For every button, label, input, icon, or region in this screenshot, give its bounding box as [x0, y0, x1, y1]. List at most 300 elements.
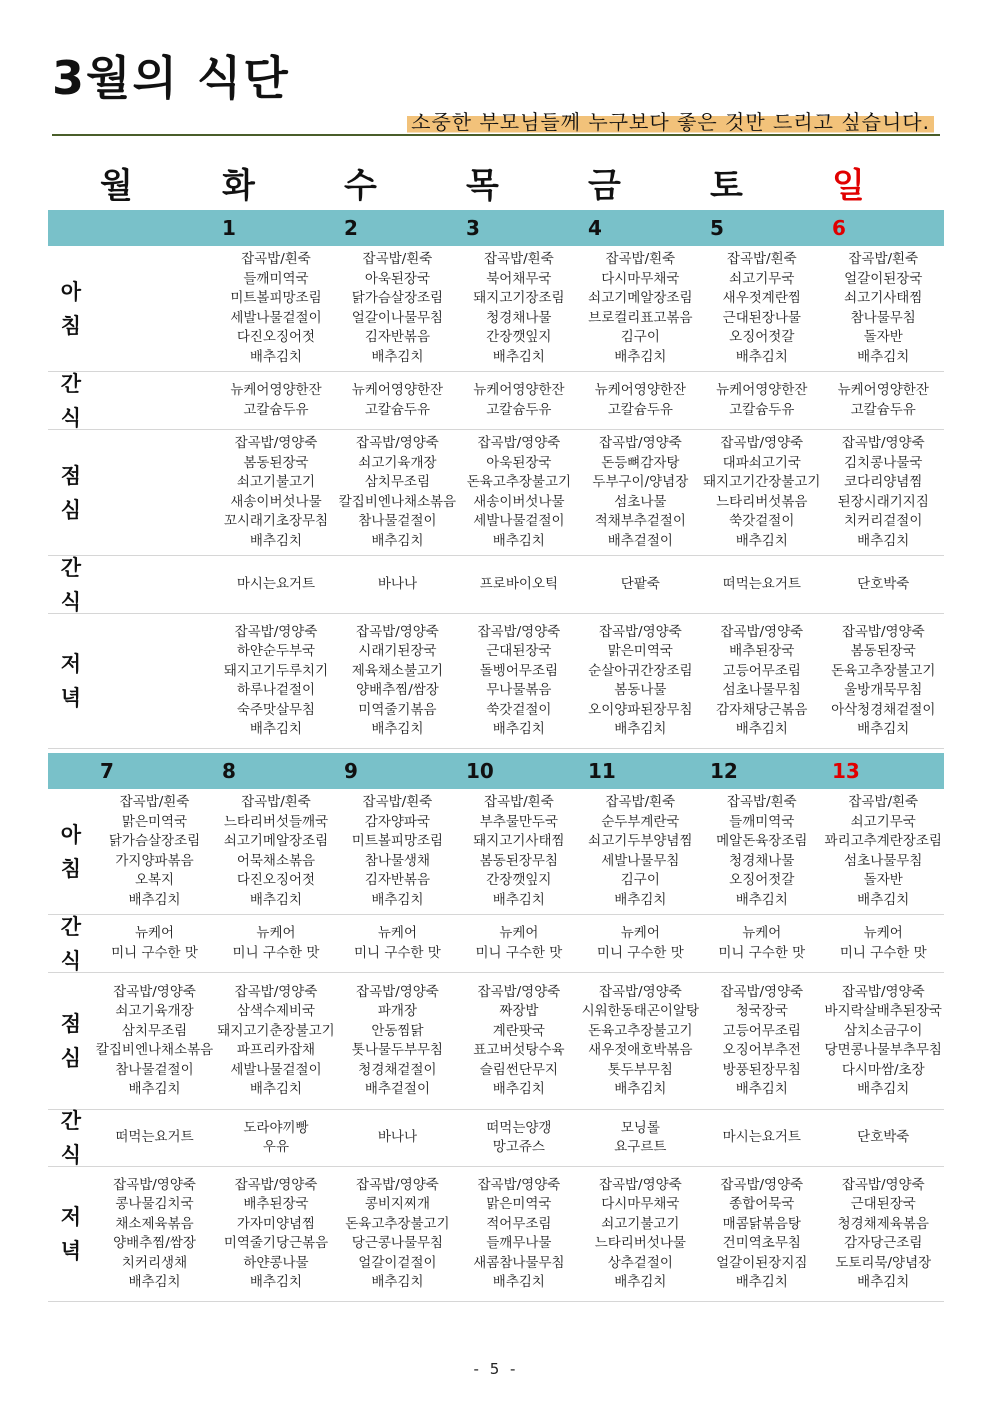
menu-item: 다시마무채국: [601, 1196, 680, 1212]
menu-cell: [701, 246, 822, 371]
menu-item: 고칼슘두유: [729, 401, 795, 418]
menu-item: 콩비지찌개: [364, 1196, 431, 1212]
day-of-week-0: 월: [100, 166, 133, 206]
menu-item: 잡곡밥/영양죽: [598, 1176, 682, 1193]
menu-item: 다시마무채국: [601, 270, 680, 287]
meal-label-char: 식: [60, 405, 82, 430]
menu-item: 제육채소불고기: [351, 662, 444, 679]
menu-item: 도라야끼빵: [243, 1119, 309, 1136]
menu-item: 된장시래기지짐: [837, 493, 929, 510]
menu-cell: [823, 246, 944, 371]
menu-item: 배추김치: [249, 1081, 303, 1097]
menu-cell: [215, 372, 336, 429]
menu-cell: [215, 915, 336, 972]
menu-item: 슬림썬단무지: [479, 1061, 558, 1078]
menu-item: 봄동된장국: [850, 643, 916, 659]
menu-item: 배추김치: [857, 891, 910, 908]
menu-item: 배추김치: [249, 532, 303, 549]
menu-item: 뉴케어영양한잔: [351, 382, 444, 398]
menu-item: 잡곡밥/흰죽: [362, 794, 433, 810]
menu-cell: [580, 1110, 701, 1166]
meal-label-char: 간: [60, 914, 82, 939]
menu-item: 잡곡밥/영양죽: [841, 623, 925, 640]
menu-item: 느타리버섯들깨국: [223, 813, 329, 830]
menu-item: 참나물겉절이: [115, 1061, 194, 1078]
menu-cell: [580, 973, 701, 1109]
menu-item: 돈등뼈감자탕: [601, 454, 680, 471]
menu-item: 어묵채소볶음: [236, 852, 316, 869]
menu-item: 닭가슴살장조림: [351, 290, 444, 306]
menu-cell: [337, 556, 458, 613]
menu-cell: [337, 789, 458, 914]
menu-item: 돼지고기춘장불고기: [217, 1022, 335, 1039]
menu-item: 배추김치: [492, 532, 545, 549]
meal-label-char: 식: [60, 589, 82, 614]
menu-item: 배추김치: [249, 1274, 303, 1290]
menu-item: 쑥갓겉절이: [729, 513, 795, 529]
menu-item: 칼집비엔나채소볶음: [338, 493, 457, 510]
menu-item: 브로컬리표고볶음: [588, 309, 693, 326]
menu-item: 계란팟국: [492, 1022, 545, 1039]
menu-item: 잡곡밥/영양죽: [113, 983, 196, 1000]
menu-cell: [458, 915, 579, 972]
menu-cell: [94, 556, 215, 613]
menu-cell: [215, 246, 336, 371]
menu-cell: [580, 372, 701, 429]
menu-item: 고칼슘두유: [364, 401, 431, 418]
page-subtitle: 소중한 부모님들께 누구보다 좋은 것만 드리고 싶습니다.: [407, 106, 934, 135]
menu-item: 얼갈이된장지짐: [716, 1254, 808, 1271]
menu-item: 적어무조림: [486, 1215, 552, 1232]
menu-item: 삼치무조림: [121, 1022, 188, 1039]
menu-item: 근대된장국: [486, 643, 552, 659]
menu-item: 청경채겉절이: [358, 1061, 437, 1078]
meal-row: [48, 556, 944, 614]
menu-item: 하얀순두부국: [236, 643, 316, 659]
menu-item: 잡곡밥/영양죽: [356, 435, 439, 451]
menu-item: 김치콩나물국: [844, 454, 923, 471]
menu-item: 감자당근조림: [844, 1235, 923, 1251]
menu-cell: [94, 372, 215, 429]
menu-item: 쇠고기메알장조림: [223, 833, 329, 849]
meal-row: [48, 1167, 944, 1302]
menu-item: 청경채나물: [486, 309, 552, 326]
menu-item: 김구이: [620, 872, 660, 888]
meal-label-char: 간: [60, 1109, 82, 1133]
date-number: 5: [710, 216, 724, 240]
menu-item: 뉴케어: [499, 925, 539, 941]
meal-label-char: 식: [60, 948, 82, 973]
menu-cell: [823, 372, 944, 429]
menu-item: 배추김치: [735, 1081, 788, 1097]
menu-item: 근대된장국: [850, 1196, 916, 1212]
menu-item: 숙주맛살무침: [236, 701, 316, 718]
menu-item: 뉴케어: [134, 925, 175, 941]
menu-item: 당근콩나물무침: [351, 1235, 444, 1251]
day-of-week-5: 토: [710, 166, 743, 206]
menu-cell: [823, 556, 944, 613]
menu-cell: [580, 556, 701, 613]
menu-cell: [215, 614, 336, 748]
menu-item: 뉴케어영양한잔: [230, 382, 322, 398]
meal-label-char: 점: [60, 1012, 82, 1036]
menu-item: 미니 구수한 맛: [718, 944, 806, 961]
menu-item: 잡곡밥/흰죽: [241, 251, 311, 267]
menu-item: 단팥죽: [620, 575, 660, 592]
menu-item: 세발나물겉절이: [230, 1061, 322, 1078]
menu-item: 배추김치: [857, 721, 910, 737]
menu-item: 잡곡밥/영양죽: [234, 623, 318, 640]
menu-item: 쇠고기육개장: [115, 1003, 194, 1019]
menu-item: 배추김치: [735, 348, 788, 365]
date-number: 1: [222, 216, 236, 240]
menu-item: 잡곡밥/영양죽: [841, 1176, 925, 1193]
menu-cell: [215, 1110, 336, 1166]
date-number: 2: [344, 216, 358, 240]
menu-cell: [580, 246, 701, 371]
menu-item: 들깨미역국: [729, 813, 795, 830]
menu-item: 하루나겉절이: [236, 682, 316, 698]
menu-item: 표고버섯탕수육: [473, 1042, 565, 1058]
menu-cell: [337, 973, 458, 1109]
menu-cell: [337, 614, 458, 748]
menu-item: 단호박죽: [857, 1129, 910, 1146]
menu-item: 새송이버섯나물: [230, 493, 322, 510]
menu-item: 배추김치: [735, 532, 788, 549]
menu-item: 돼지고기장조림: [473, 290, 565, 306]
menu-item: 북어채무국: [486, 270, 552, 287]
menu-item: 얼갈이된장국: [844, 270, 923, 287]
menu-item: 돌자반: [863, 872, 903, 888]
menu-item: 김자반볶음: [364, 329, 431, 345]
meal-label-char: 심: [60, 497, 82, 522]
menu-item: 봄동된장무침: [479, 852, 558, 869]
meal-label-char: 저: [60, 1205, 82, 1229]
menu-item: 새우젓계란찜: [722, 290, 801, 306]
menu-cell: [823, 789, 944, 914]
menu-item: 배추김치: [128, 1274, 181, 1290]
menu-item: 돈육고추장불고기: [466, 474, 572, 490]
menu-cell: [215, 789, 336, 914]
day-of-week-2: 수: [344, 166, 377, 206]
menu-item: 돼지고기간장불고기: [703, 474, 821, 490]
menu-cell: [701, 1167, 822, 1301]
menu-item: 간장깻잎지: [486, 872, 552, 888]
menu-item: 뉴케어: [863, 925, 903, 941]
menu-item: 고칼슘두유: [607, 401, 673, 418]
menu-cell: [823, 1167, 944, 1301]
menu-item: 배추김치: [128, 1081, 181, 1097]
menu-item: 섬초나물: [614, 493, 667, 510]
menu-item: 미역줄기볶음: [358, 701, 437, 718]
menu-item: 바나나: [377, 575, 417, 592]
menu-item: 잡곡밥/흰죽: [484, 251, 554, 267]
meal-label-char: 식: [60, 1143, 82, 1167]
menu-item: 상추겉절이: [607, 1254, 673, 1271]
menu-item: 뉴케어: [377, 925, 417, 941]
menu-item: 미트볼피망조림: [351, 833, 444, 849]
menu-cell: [701, 372, 822, 429]
menu-item: 배추김치: [857, 348, 910, 365]
menu-item: 고칼슘두유: [243, 401, 309, 418]
menu-cell: [94, 915, 215, 972]
menu-cell: [337, 372, 458, 429]
meal-label-char: 저: [60, 652, 82, 676]
menu-item: 고등어무조림: [722, 662, 801, 679]
menu-item: 얼갈이겉절이: [358, 1254, 437, 1271]
date-number: 13: [832, 759, 860, 783]
menu-item: 뉴케어영양한잔: [473, 382, 565, 398]
menu-item: 안동찜닭: [371, 1022, 424, 1039]
menu-item: 잡곡밥/영양죽: [720, 435, 804, 451]
menu-item: 맑은미역국: [607, 643, 673, 659]
menu-item: 돈육고추장불고기: [588, 1022, 693, 1039]
menu-item: 코다리양념찜: [844, 474, 923, 490]
menu-cell: [215, 556, 336, 613]
menu-item: 돼지고기두루치기: [223, 662, 329, 679]
menu-item: 세발나물겉절이: [473, 513, 565, 529]
menu-item: 무나물볶음: [486, 682, 552, 698]
menu-item: 아욱된장국: [364, 270, 431, 287]
menu-item: 쇠고기메알장조림: [588, 290, 693, 306]
menu-item: 참나물무침: [850, 309, 916, 326]
menu-cell: [94, 430, 215, 555]
menu-item: 감자채당근볶음: [716, 701, 808, 718]
menu-item: 돈육고추장불고기: [345, 1215, 450, 1232]
date-number: 12: [710, 759, 738, 783]
menu-item: 요구르트: [614, 1139, 667, 1155]
page-title: 3월의 식단: [52, 51, 290, 105]
menu-item: 배추김치: [735, 1274, 788, 1290]
menu-item: 잡곡밥/흰죽: [484, 794, 554, 810]
menu-item: 새우젓애호박볶음: [588, 1042, 693, 1058]
menu-item: 시래기된장국: [358, 643, 437, 659]
menu-item: 쑥갓겉절이: [486, 701, 552, 718]
menu-item: 배추겉절이: [607, 532, 673, 549]
menu-item: 배추김치: [492, 348, 545, 365]
menu-item: 아삭청경채겉절이: [831, 701, 936, 718]
menu-item: 배추김치: [614, 721, 667, 737]
menu-item: 섬초나물무침: [722, 682, 801, 698]
menu-cell: [94, 789, 215, 914]
menu-item: 잡곡밥/영양죽: [598, 435, 682, 451]
menu-cell: [94, 973, 215, 1109]
menu-item: 순살아귀간장조림: [588, 662, 693, 679]
week-date-band: [48, 210, 944, 246]
menu-item: 세발나물겉절이: [230, 309, 322, 326]
menu-item: 쇠고기육개장: [358, 454, 437, 471]
menu-item: 미니 구수한 맛: [354, 944, 441, 961]
menu-cell: [94, 246, 215, 371]
menu-item: 배추김치: [857, 1081, 910, 1097]
menu-item: 망고쥬스: [492, 1139, 545, 1155]
menu-item: 잡곡밥/흰죽: [848, 251, 919, 267]
menu-cell: [94, 1167, 215, 1301]
menu-item: 잡곡밥/영양죽: [234, 983, 318, 1000]
menu-item: 돌자반: [863, 329, 903, 345]
menu-item: 적채부추겉절이: [594, 513, 686, 529]
menu-item: 배추김치: [614, 1274, 667, 1290]
menu-item: 섬초나물무침: [844, 852, 923, 869]
menu-item: 근대된장나물: [722, 309, 801, 326]
menu-item: 배추김치: [371, 891, 424, 908]
menu-cell: [580, 915, 701, 972]
menu-item: 배추김치: [735, 721, 788, 737]
menu-item: 치커리겉절이: [844, 513, 923, 529]
menu-item: 프로바이오틱: [479, 575, 558, 592]
menu-item: 잡곡밥/흰죽: [726, 794, 797, 810]
menu-item: 배추김치: [371, 1274, 424, 1290]
menu-item: 배추김치: [128, 891, 181, 908]
menu-item: 배추김치: [492, 1274, 545, 1290]
menu-item: 건미역초무침: [722, 1235, 801, 1251]
menu-cell: [701, 789, 822, 914]
menu-item: 고칼슘두유: [850, 401, 916, 418]
menu-item: 뉴케어: [256, 925, 296, 941]
date-number: 8: [222, 759, 236, 783]
menu-cell: [701, 614, 822, 748]
menu-item: 칼집비엔나채소볶음: [95, 1042, 214, 1058]
menu-item: 돈육고추장불고기: [831, 662, 936, 679]
menu-item: 배추김치: [857, 1274, 910, 1290]
menu-item: 오징어젓갈: [729, 329, 795, 345]
menu-item: 배추김치: [735, 891, 788, 908]
menu-item: 미트볼피망조림: [230, 290, 322, 306]
menu-item: 고등어무조림: [722, 1022, 801, 1039]
menu-item: 배추된장국: [729, 643, 795, 659]
menu-item: 감자양파국: [364, 813, 431, 830]
menu-item: 양배추찜/쌈장: [113, 1235, 196, 1251]
menu-cell: [337, 430, 458, 555]
day-of-week-4: 금: [588, 166, 621, 206]
menu-cell: [94, 1110, 215, 1166]
menu-item: 잡곡밥/영양죽: [477, 1176, 561, 1193]
menu-item: 부추물만두국: [479, 813, 558, 830]
menu-item: 오복지: [134, 872, 175, 888]
menu-cell: [458, 430, 579, 555]
menu-item: 떠먹는요거트: [722, 575, 801, 592]
menu-item: 쇠고기두부양념찜: [588, 833, 693, 849]
meal-label: [48, 614, 94, 748]
menu-item: 미니 구수한 맛: [232, 944, 320, 961]
menu-item: 쇠고기무국: [850, 813, 916, 830]
meal-label-char: 침: [60, 856, 82, 881]
menu-item: 당면콩나물부추무침: [824, 1042, 942, 1058]
menu-item: 잡곡밥/흰죽: [605, 251, 676, 267]
menu-item: 김구이: [620, 329, 660, 345]
meal-label-char: 아: [60, 822, 82, 847]
menu-item: 도토리묵/양념장: [835, 1254, 932, 1271]
menu-item: 새콤참나물무침: [473, 1254, 565, 1271]
menu-item: 배추김치: [249, 891, 303, 908]
menu-item: 청경채제육볶음: [837, 1215, 929, 1232]
meal-row: [48, 430, 944, 556]
menu-item: 잡곡밥/영양죽: [841, 983, 925, 1000]
menu-item: 꼬시래기초장무침: [223, 513, 329, 529]
menu-item: 잡곡밥/영양죽: [113, 1176, 196, 1193]
week-date-band: [48, 753, 944, 789]
week-2-grid: [48, 753, 944, 1302]
menu-item: 김자반볶음: [364, 872, 431, 888]
menu-item: 채소제육볶음: [115, 1215, 194, 1232]
menu-item: 단호박죽: [857, 575, 910, 592]
menu-item: 미역줄기당근볶음: [223, 1235, 329, 1251]
menu-item: 메알돈육장조림: [716, 833, 808, 849]
menu-cell: [458, 1110, 579, 1166]
menu-item: 세발나물무침: [601, 852, 680, 869]
menu-item: 얼갈이나물무침: [351, 309, 444, 326]
menu-item: 톳나물두부무침: [351, 1042, 444, 1058]
menu-item: 잡곡밥/흰죽: [726, 251, 797, 267]
menu-item: 매콤닭볶음탕: [722, 1215, 801, 1232]
menu-cell: [337, 246, 458, 371]
menu-item: 뉴케어: [742, 925, 782, 941]
menu-item: 콩나물김치국: [115, 1196, 194, 1212]
menu-item: 들깨무나물: [486, 1235, 552, 1251]
menu-item: 두부구이/양념장: [592, 474, 689, 490]
menu-item: 배추김치: [614, 1081, 667, 1097]
meal-label: [48, 1110, 94, 1166]
menu-item: 오이양파된장무침: [588, 701, 693, 718]
menu-cell: [458, 1167, 579, 1301]
menu-cell: [337, 1167, 458, 1301]
menu-item: 치커리생채: [121, 1254, 188, 1271]
menu-item: 모닝롤: [620, 1119, 660, 1136]
menu-cell: [823, 1110, 944, 1166]
menu-cell: [701, 973, 822, 1109]
menu-item: 가지양파볶음: [115, 852, 194, 869]
menu-cell: [701, 430, 822, 555]
title-underline: [52, 134, 940, 136]
date-number: 10: [466, 759, 494, 783]
menu-item: 순두부계란국: [601, 813, 680, 830]
menu-cell: [215, 430, 336, 555]
menu-cell: [337, 915, 458, 972]
meal-label-char: 침: [60, 313, 82, 338]
menu-item: 고칼슘두유: [486, 401, 552, 418]
menu-cell: [580, 614, 701, 748]
menu-item: 쇠고기사태찜: [844, 290, 923, 306]
meal-row: [48, 614, 944, 749]
menu-item: 잡곡밥/흰죽: [241, 794, 311, 810]
menu-item: 청경채나물: [729, 852, 795, 869]
menu-item: 참나물겉절이: [358, 513, 437, 529]
page-number: - 5 -: [473, 1360, 519, 1378]
menu-item: 잡곡밥/영양죽: [356, 983, 439, 1000]
day-of-week-header: [48, 158, 944, 204]
menu-item: 삼색수제비국: [236, 1003, 316, 1019]
menu-cell: [458, 556, 579, 613]
menu-item: 삼치소금구이: [844, 1022, 923, 1039]
menu-item: 뉴케어: [620, 925, 660, 941]
date-number: 7: [100, 759, 114, 783]
menu-item: 마시는요거트: [722, 1129, 801, 1146]
date-number: 6: [832, 216, 846, 240]
menu-item: 떠먹는요거트: [115, 1129, 194, 1146]
menu-item: 잡곡밥/영양죽: [598, 983, 682, 1000]
menu-item: 뉴케어영양한잔: [594, 382, 686, 398]
menu-item: 배추김치: [371, 721, 424, 737]
meal-label: [48, 973, 94, 1109]
menu-cell: [823, 614, 944, 748]
menu-cell: [458, 789, 579, 914]
menu-item: 꽈리고추계란장조림: [824, 833, 942, 849]
menu-item: 하얀콩나물: [243, 1254, 309, 1271]
menu-cell: [458, 372, 579, 429]
menu-item: 미니 구수한 맛: [475, 944, 563, 961]
menu-item: 짜장밥: [499, 1003, 539, 1019]
menu-item: 잡곡밥/영양죽: [234, 435, 318, 451]
